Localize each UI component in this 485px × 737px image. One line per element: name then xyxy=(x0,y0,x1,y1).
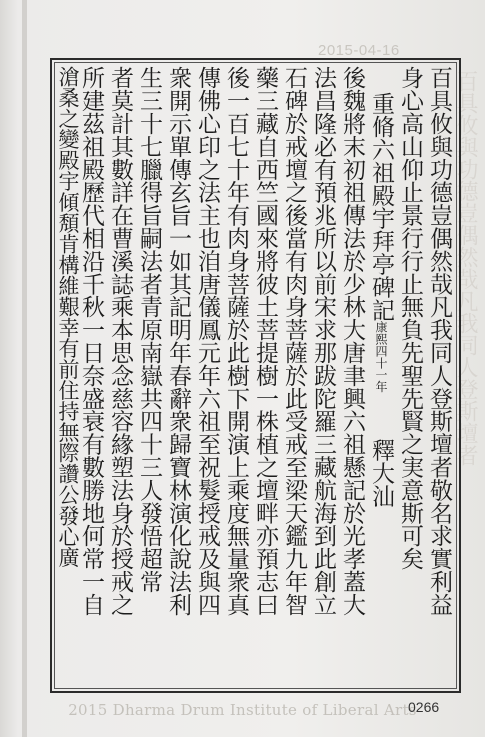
author-name: 釋大汕 xyxy=(368,438,394,507)
page-number: 0266 xyxy=(408,699,440,715)
text-column-title xyxy=(365,66,397,685)
text-column-1: 百具攸與功德豈偶然哉凡我同人登斯壇者敬名求實利益 xyxy=(426,66,452,616)
footer-watermark: 2015 Dharma Drum Institute of Liberal Arts xyxy=(68,701,417,719)
text-column-14: 滄桑之變殿宇傾頽肯構維艱幸有前住持無際讚公發心廣 xyxy=(56,66,80,568)
text-column-8: 後一百七十年有肉身菩薩於此樹下開演上乘度無量衆真 xyxy=(223,66,249,616)
stele-title: 重脩六祖殿宇拜亭碑記 xyxy=(368,92,394,322)
text-column-12: 者莫計其數詳在曹溪誌乘本思念慈容緣塑法身於授戒之 xyxy=(107,66,133,616)
title-date-note: 康熙四十一年 xyxy=(374,321,388,393)
date-stamp: 2015-04-16 xyxy=(318,42,400,59)
text-column-9: 傳佛心印之法主也洎唐儀鳳元年六祖至祝髮授戒及與四 xyxy=(194,66,220,616)
text-column-7: 藥三藏自西竺國來將彼土菩提樹一株植之壇畔亦預志曰 xyxy=(252,66,278,616)
text-column-13: 所建茲祖殿歷代相沿千秋一日奈盛衰有數勝地何常一自 xyxy=(78,66,104,616)
text-column-5: 法昌隆必有預兆所以前宋求那跋陀羅三藏航海到此創立 xyxy=(310,66,336,616)
text-column-10: 衆開示單傳玄旨一如其記明年春辭衆歸寶林演化說法利 xyxy=(165,66,191,616)
book-spine-shadow xyxy=(22,0,27,737)
author-spacer xyxy=(368,392,394,438)
text-column-2: 身心高山仰止景行行止無負先聖先賢之実意斯可矣 xyxy=(397,66,423,570)
text-column-11: 生三十七臘得旨嗣法者青原南嶽共四十三人發悟超常 xyxy=(136,66,162,593)
bleed-through-text: 百具攸與功德豈偶然哉凡我同人登斯壇者 xyxy=(453,70,478,466)
text-column-4: 後魏將末初祖傳法於少林大唐聿興六祖懸記於光孝蓋大 xyxy=(339,66,365,616)
text-column-6: 石碑於戒壇之後當有肉身菩薩於此受戒至梁天鑑九年智 xyxy=(281,66,307,616)
